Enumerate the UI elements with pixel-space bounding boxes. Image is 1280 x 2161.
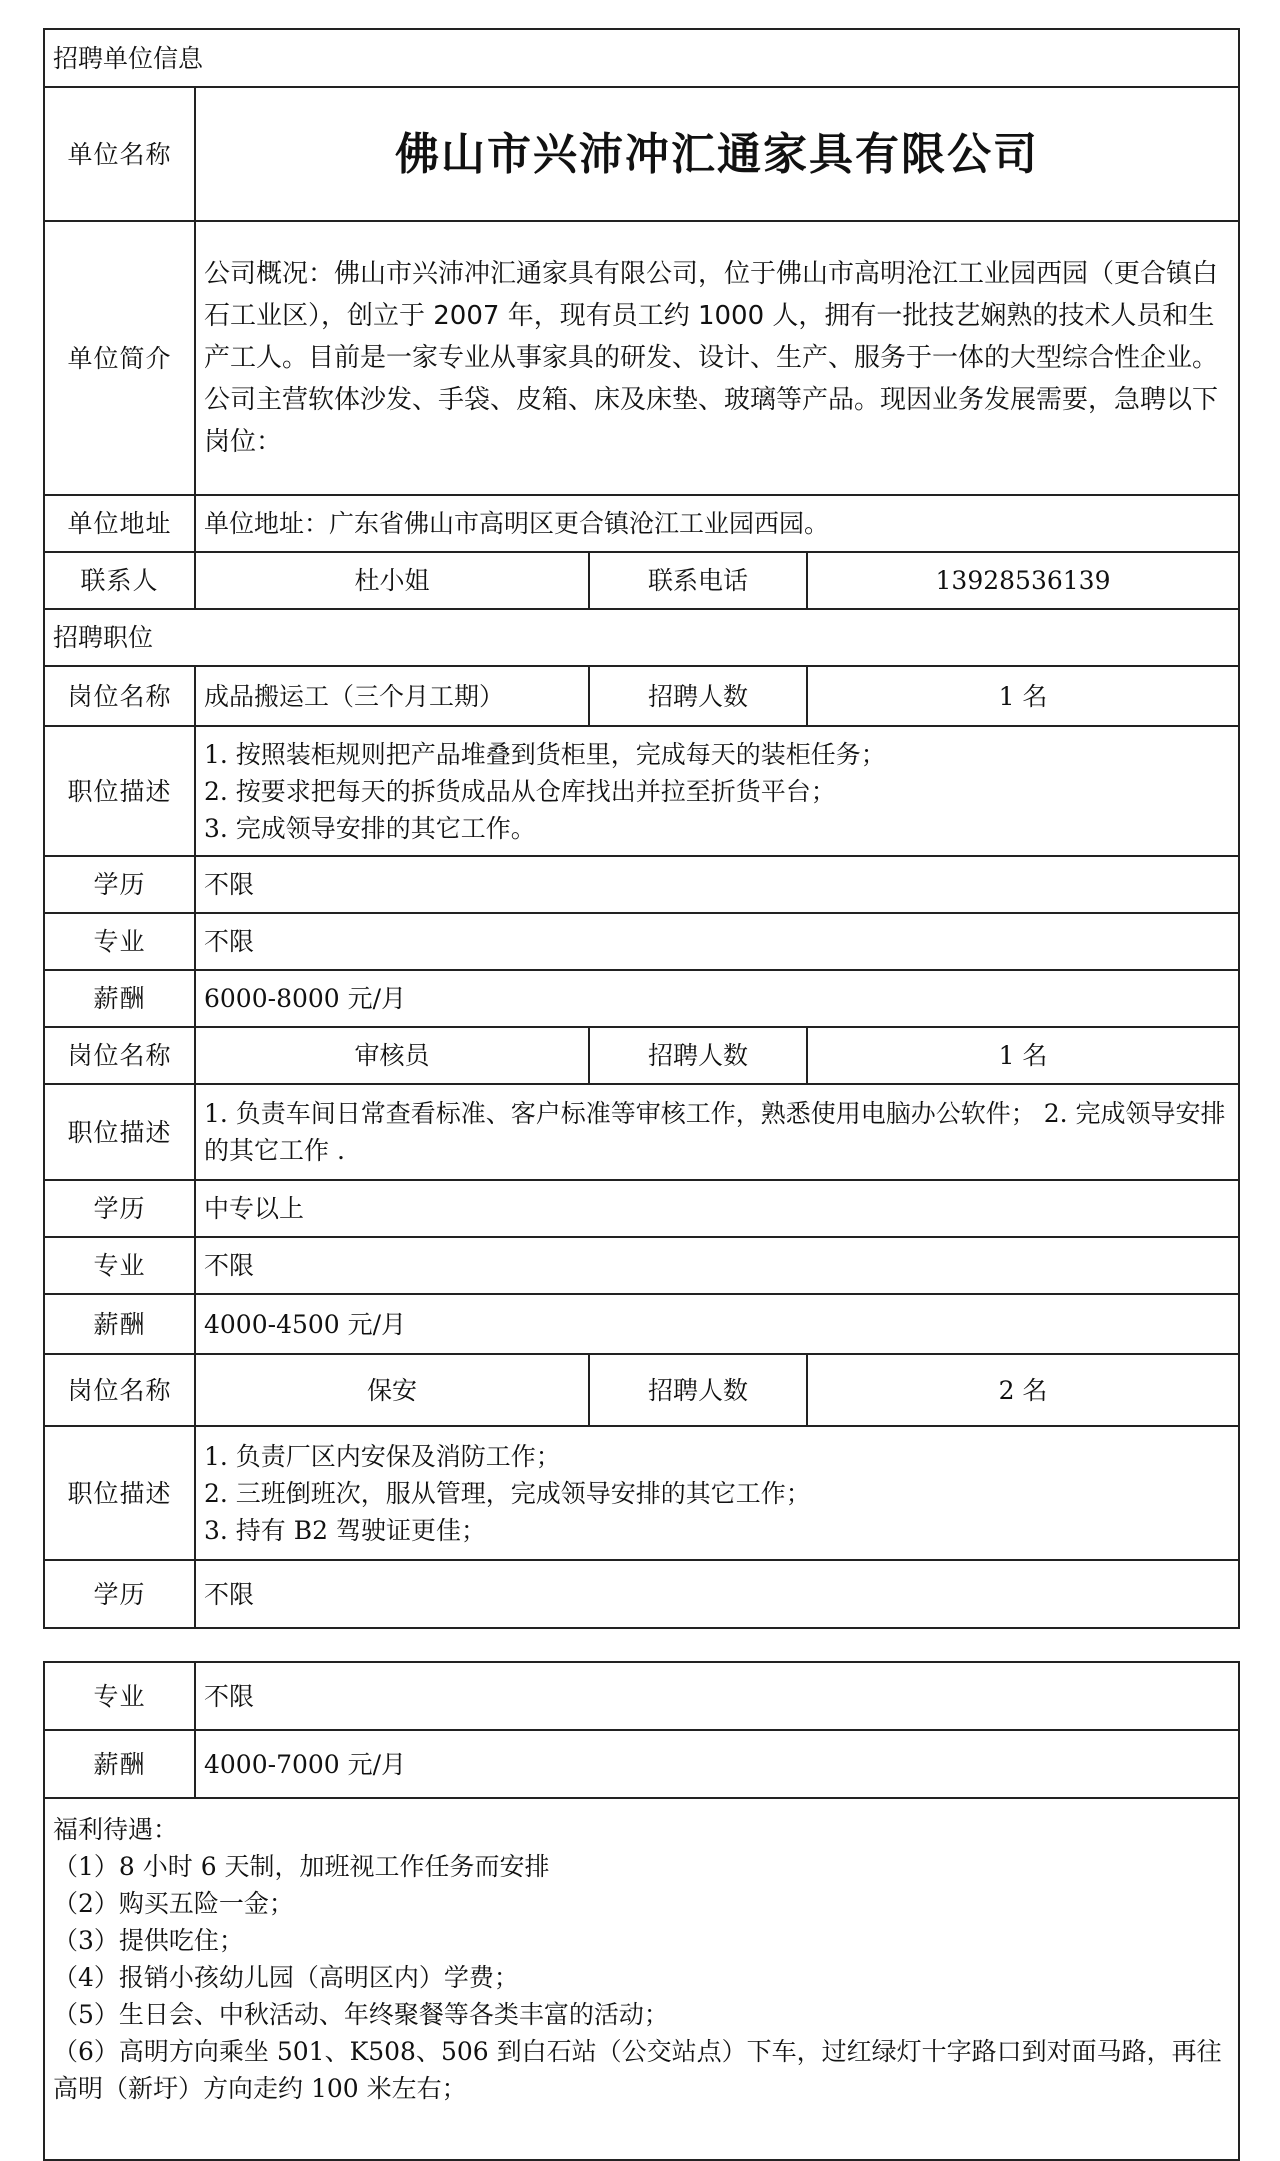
contact-label: 联系人 bbox=[44, 552, 195, 609]
job-title: 成品搬运工（三个月工期） bbox=[195, 666, 589, 726]
job-count-label: 招聘人数 bbox=[589, 1027, 807, 1084]
job-education-label: 学历 bbox=[44, 1180, 195, 1237]
job-salary: 6000-8000 元/月 bbox=[195, 970, 1239, 1027]
job-education-label: 学历 bbox=[44, 856, 195, 913]
job-title: 审核员 bbox=[195, 1027, 589, 1084]
welfare-section bbox=[44, 1798, 1239, 2160]
job-major-label: 专业 bbox=[44, 913, 195, 970]
welfare-item: （6）高明方向乘坐 501、K508、506 到白石站（公交站点）下车，过红绿灯十字路口到对面马路，再往高明（新圩）方向走约 100 米左右； bbox=[53, 2037, 1222, 2103]
job-count: 2 名 bbox=[807, 1354, 1239, 1426]
job-major-label: 专业 bbox=[44, 1662, 195, 1730]
job-major: 不限 bbox=[195, 1237, 1239, 1294]
job-salary: 4000-4500 元/月 bbox=[195, 1294, 1239, 1354]
job-desc-line: 1. 负责厂区内安保及消防工作； bbox=[204, 1441, 561, 1471]
job-desc-line: 2. 按要求把每天的拆货成品从仓库找出并拉至折货平台； bbox=[204, 776, 836, 806]
welfare-item: （4）报销小孩幼儿园（高明区内）学费； bbox=[53, 1963, 519, 1992]
phone-number: 13928536139 bbox=[807, 552, 1239, 609]
company-intro-label: 单位简介 bbox=[44, 221, 195, 495]
job-salary-label: 薪酬 bbox=[44, 970, 195, 1027]
job-education: 中专以上 bbox=[195, 1180, 1239, 1237]
job-education: 不限 bbox=[195, 1560, 1239, 1628]
welfare-item: （1）8 小时 6 天制，加班视工作任务而安排 bbox=[53, 1852, 550, 1881]
job-desc-label: 职位描述 bbox=[44, 1084, 195, 1180]
company-address: 单位地址：广东省佛山市高明区更合镇沧江工业园西园。 bbox=[195, 495, 1239, 552]
job-desc-line: 3. 完成领导安排的其它工作。 bbox=[204, 813, 536, 843]
job-description: 1. 负责车间日常查看标准、客户标准等审核工作，熟悉使用电脑办公软件； 2. 完成领导安排的其它工作 . bbox=[195, 1084, 1239, 1180]
job-education-label: 学历 bbox=[44, 1560, 195, 1628]
job-desc-line: 3. 持有 B2 驾驶证更佳； bbox=[204, 1515, 486, 1545]
phone-label: 联系电话 bbox=[589, 552, 807, 609]
job-desc-label: 职位描述 bbox=[44, 726, 195, 856]
job-major-label: 专业 bbox=[44, 1237, 195, 1294]
welfare-item: （3）提供吃住； bbox=[53, 1926, 244, 1955]
company-address-label: 单位地址 bbox=[44, 495, 195, 552]
company-name: 佛山市兴沛冲汇通家具有限公司 bbox=[195, 87, 1239, 221]
company-intro: 公司概况：佛山市兴沛冲汇通家具有限公司，位于佛山市高明沧江工业园西园（更合镇白石工业区），创立于 2007 年，现有员工约 1000 人，拥有一批技艺娴熟的技术人员和生产工人。目前是一家专业从事家具的研发、设计、生产、服务于一体的大型综合性企业。公司主营软体沙发、手袋、皮箱、床及床垫、玻璃等产品。现因业务发展需要，急聘以下岗位： bbox=[195, 221, 1239, 495]
job-salary-label: 薪酬 bbox=[44, 1730, 195, 1798]
job-count-label: 招聘人数 bbox=[589, 666, 807, 726]
job-title: 保安 bbox=[195, 1354, 589, 1426]
job-major: 不限 bbox=[195, 1662, 1239, 1730]
company-name-label: 单位名称 bbox=[44, 87, 195, 221]
contact-name: 杜小姐 bbox=[195, 552, 589, 609]
job-count-label: 招聘人数 bbox=[589, 1354, 807, 1426]
welfare-item: （5）生日会、中秋活动、年终聚餐等各类丰富的活动； bbox=[53, 2000, 669, 2029]
job-count: 1 名 bbox=[807, 1027, 1239, 1084]
job-education: 不限 bbox=[195, 856, 1239, 913]
job-salary: 4000-7000 元/月 bbox=[195, 1730, 1239, 1798]
recruitment-table-main bbox=[43, 28, 1240, 1629]
recruitment-table-continued bbox=[43, 1661, 1240, 2161]
job-salary-label: 薪酬 bbox=[44, 1294, 195, 1354]
job-desc-label: 职位描述 bbox=[44, 1426, 195, 1560]
job-desc-line: 1. 按照装柜规则把产品堆叠到货柜里，完成每天的装柜任务； bbox=[204, 739, 886, 769]
job-desc-line: 2. 三班倒班次，服从管理，完成领导安排的其它工作； bbox=[204, 1478, 811, 1508]
job-title-label: 岗位名称 bbox=[44, 1354, 195, 1426]
welfare-title: 福利待遇： bbox=[53, 1815, 179, 1844]
job-major: 不限 bbox=[195, 913, 1239, 970]
company-section-heading: 招聘单位信息 bbox=[44, 29, 1239, 87]
welfare-item: （2）购买五险一金； bbox=[53, 1889, 294, 1918]
job-title-label: 岗位名称 bbox=[44, 1027, 195, 1084]
job-description bbox=[195, 726, 1239, 856]
job-description bbox=[195, 1426, 1239, 1560]
job-count: 1 名 bbox=[807, 666, 1239, 726]
jobs-section-heading: 招聘职位 bbox=[44, 609, 1239, 666]
job-title-label: 岗位名称 bbox=[44, 666, 195, 726]
